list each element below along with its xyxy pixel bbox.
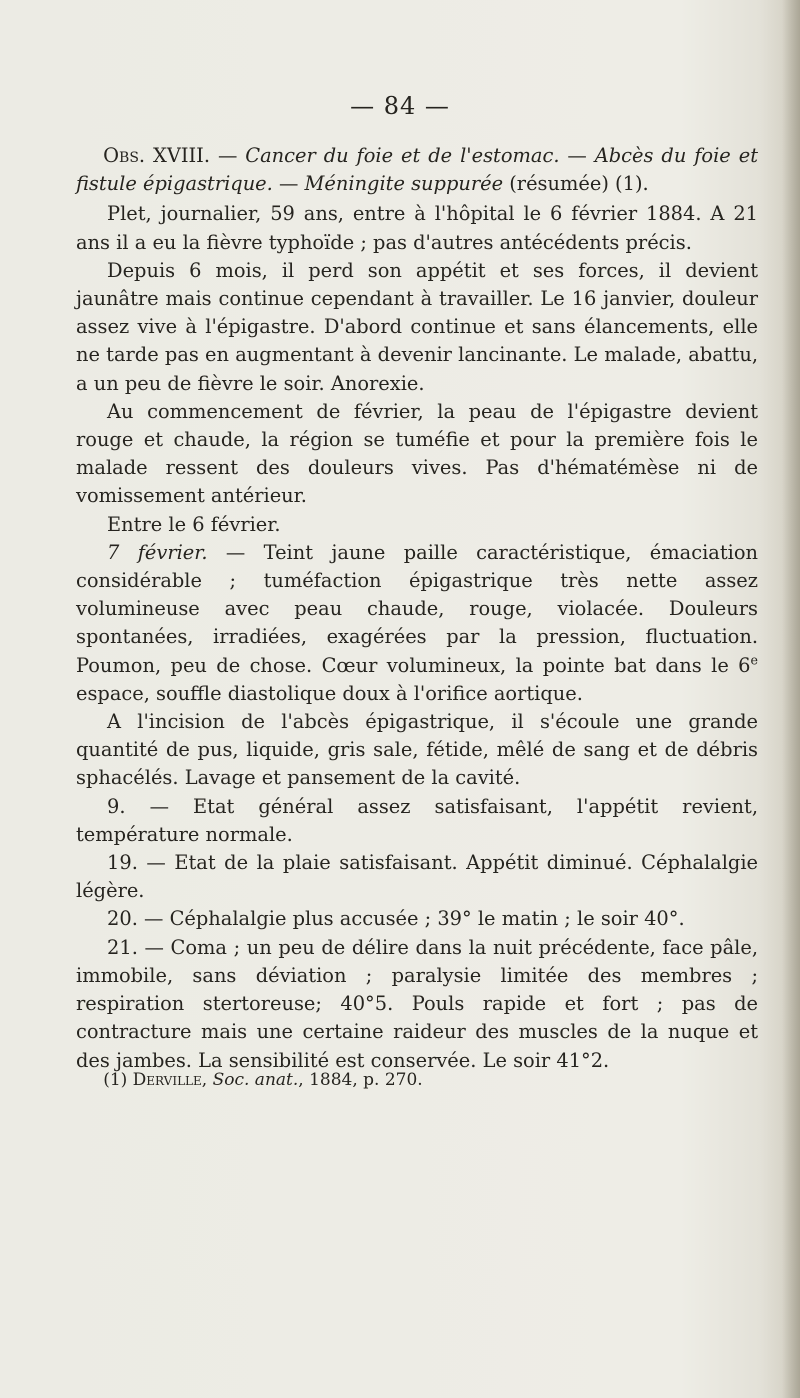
heading-separator: — <box>559 144 595 167</box>
paragraph: 19. — Etat de la plaie satisfaisant. Appétit diminué. Céphalalgie légère. <box>76 851 758 903</box>
paragraph: Plet, journalier, 59 ans, entre à l'hôpital le 6 février 1884. A 21 ans il a eu la fièvre typhoïde ; pas d'autres antécédents précis. <box>76 202 758 254</box>
heading-title-abces: Abcès du foie et fistule épigastrique. <box>76 144 758 196</box>
footnote-sep: , <box>201 1070 213 1090</box>
page-edge-shadow <box>782 0 800 1398</box>
observation-label: Obs. XVIII. <box>103 144 210 167</box>
heading-summary: (résumée) (1). <box>503 172 649 196</box>
paragraph: Depuis 6 mois, il perd son appétit et ses forces, il devient jaunâtre mais continue cependant à travailler. Le 16 janvier, douleur assez vive à l'épigastre. D'abord continue et sans élancements, elle ne tarde pas en augmentant à devenir lancinante. Le malade, abattu, a un peu de fièvre le soir. Anorexie. <box>76 258 758 395</box>
observation-heading <box>76 142 758 198</box>
footnote-source: Soc. anat. <box>212 1070 299 1090</box>
footnote-mark: (1) <box>103 1070 133 1090</box>
paragraph-day7 <box>76 539 758 708</box>
paragraph: 9. — Etat général assez satisfaisant, l'appétit revient, température normale. <box>76 794 758 846</box>
footnote-rest: , 1884, p. 270. <box>298 1070 423 1090</box>
heading-separator: — <box>210 144 246 167</box>
day7-text-end: espace, souffle diastolique doux à l'orifice aortique. <box>76 681 583 705</box>
paragraph: Entre le 6 février. <box>107 512 281 536</box>
body-text <box>76 142 758 1075</box>
heading-title-cancer: Cancer du foie et de l'estomac. <box>245 144 560 167</box>
paragraph: 21. — Coma ; un peu de délire dans la nuit précédente, face pâle, immobile, sans déviation ; paralysie limitée des membres ; respiration stertoreuse; 40°5. Pouls rapide et fort ; pas de contracture mais une certaine raideur des muscles de la nuque et des jambes. La sensibilité est conservée. Le soir 41°2. <box>76 935 758 1072</box>
day7-superscript: e <box>750 652 758 668</box>
heading-separator: — <box>272 172 305 196</box>
day7-date: 7 février. <box>107 540 208 564</box>
page-number: — 84 — <box>350 92 450 120</box>
paragraph: 20. — Céphalalgie plus accusée ; 39° le matin ; le soir 40°. <box>107 907 685 931</box>
paragraph: Au commencement de février, la peau de l'épigastre devient rouge et chaude, la région se tuméfie et pour la première fois le malade ressent des douleurs vives. Pas d'hématémèse ni de vomissement antérieur. <box>76 399 758 508</box>
heading-title-meningite: Méningite suppurée <box>304 172 504 196</box>
paragraph: A l'incision de l'abcès épigastrique, il s'écoule une grande quantité de pus, liquide, gris sale, fétide, mêlé de sang et de débris sphacélés. Lavage et pansement de la cavité. <box>76 710 758 790</box>
footnote <box>76 1068 758 1092</box>
footnote-author: Derville <box>132 1070 202 1090</box>
day7-text: — Teint jaune paille caractéristique, émaciation considérable ; tuméfaction épigastrique très nette assez volumineuse avec peau chaude, rouge, violacée. Douleurs spontanées, irradiées, exagérées par la pression, fluctuation. Poumon, peu de chose. Cœur volumineux, la pointe bat dans le 6 <box>76 540 759 677</box>
